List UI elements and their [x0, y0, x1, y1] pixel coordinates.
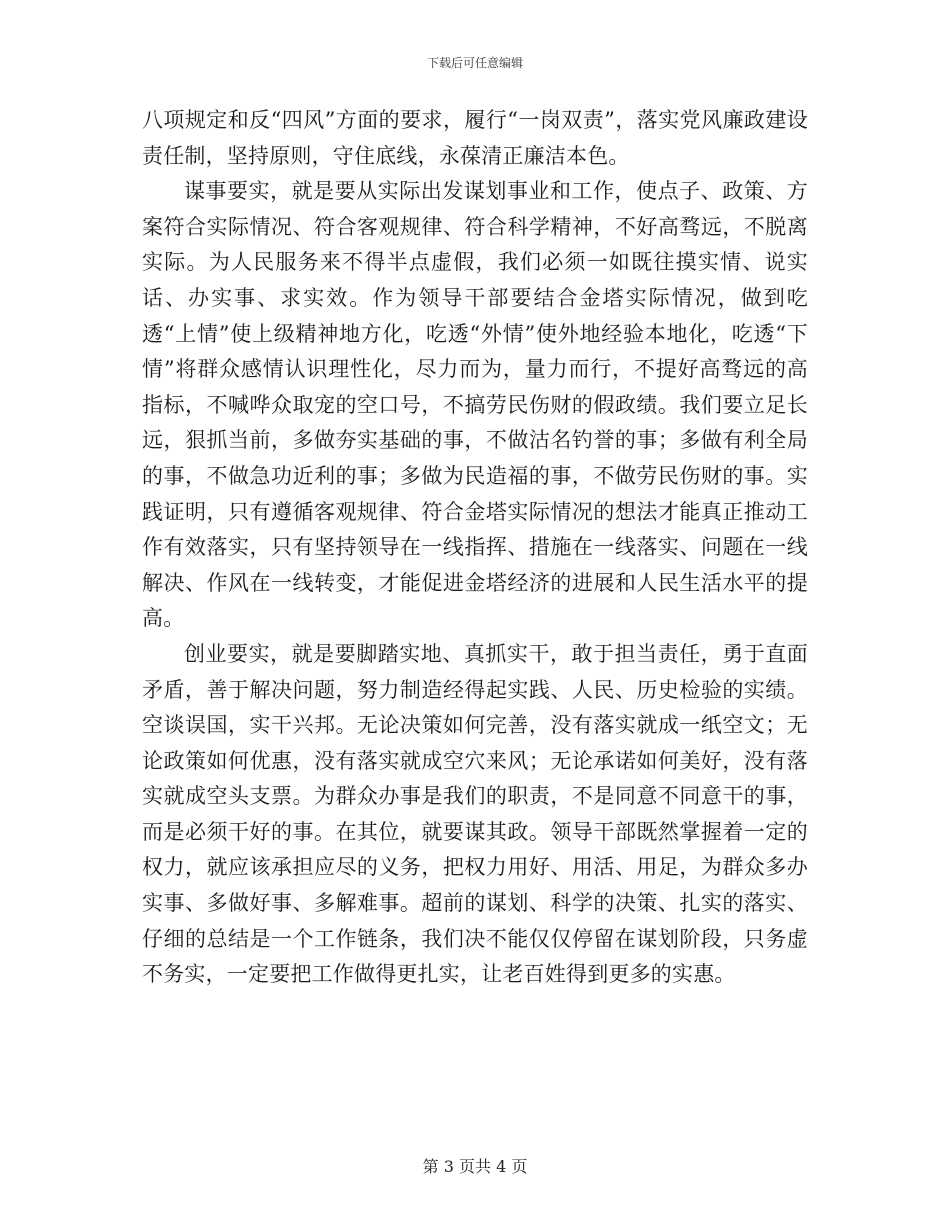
paragraph-3: 创业要实，就是要脚踏实地、真抓实干，敢于担当责任，勇于直面矛盾，善于解决问题，努力制造经得起实践、人民、历史检验的实绩。空谈误国，实干兴邦。无论决策如何完善，没有落实就成一纸空文；无论政策如何优惠，没有落实就成空穴来风；无论承诺如何美好，没有落实就成空头支票。为群众办事是我们的职责，不是同意不同意干的事，而是必须干好的事。在其位，就要谋其政。领导干部既然掌握着一定的权力，就应该承担应尽的义务，把权力用好、用活、用足，为群众多办实事、多做好事、多解难事。超前的谋划、科学的决策、扎实的落实、仔细的总结是一个工作链条，我们决不能仅仅停留在谋划阶段，只务虚不务实，一定要把工作做得更扎实，让老百姓得到更多的实惠。 — [142, 641, 808, 987]
paragraph-1: 八项规定和反“四风”方面的要求，履行“一岗双责”，落实党风廉政建设责任制，坚持原则，守住底线，永葆清正廉洁本色。 — [142, 108, 808, 168]
paragraph-2: 谋事要实，就是要从实际出发谋划事业和工作，使点子、政策、方案符合实际情况、符合客观规律、符合科学精神，不好高骛远，不脱离实际。为人民服务来不得半点虚假，我们必须一如既往摸实情、说实话、办实事、求实效。作为领导干部要结合金塔实际情况，做到吃透“上情”使上级精神地方化，吃透“外情”使外地经验本地化，吃透“下情”将群众感情认识理性化，尽力而为，量力而行，不提好高骛远的高指标，不喊哗众取宠的空口号，不搞劳民伤财的假政绩。我们要立足长远，狠抓当前，多做夯实基础的事，不做沽名钓誉的事；多做有利全局的事，不做急功近利的事；多做为民造福的事，不做劳民伤财的事。实践证明，只有遵循客观规律、符合金塔实际情况的想法才能真正推动工作有效落实，只有坚持领导在一线指挥、措施在一线落实、问题在一线解决、作风在一线转变，才能促进金塔经济的进展和人民生活水平的提高。 — [142, 179, 808, 631]
document-body — [142, 103, 808, 993]
page-header: 下载后可任意编辑 — [426, 56, 523, 70]
page-footer: 第 3 页共 4 页 — [422, 1157, 528, 1176]
